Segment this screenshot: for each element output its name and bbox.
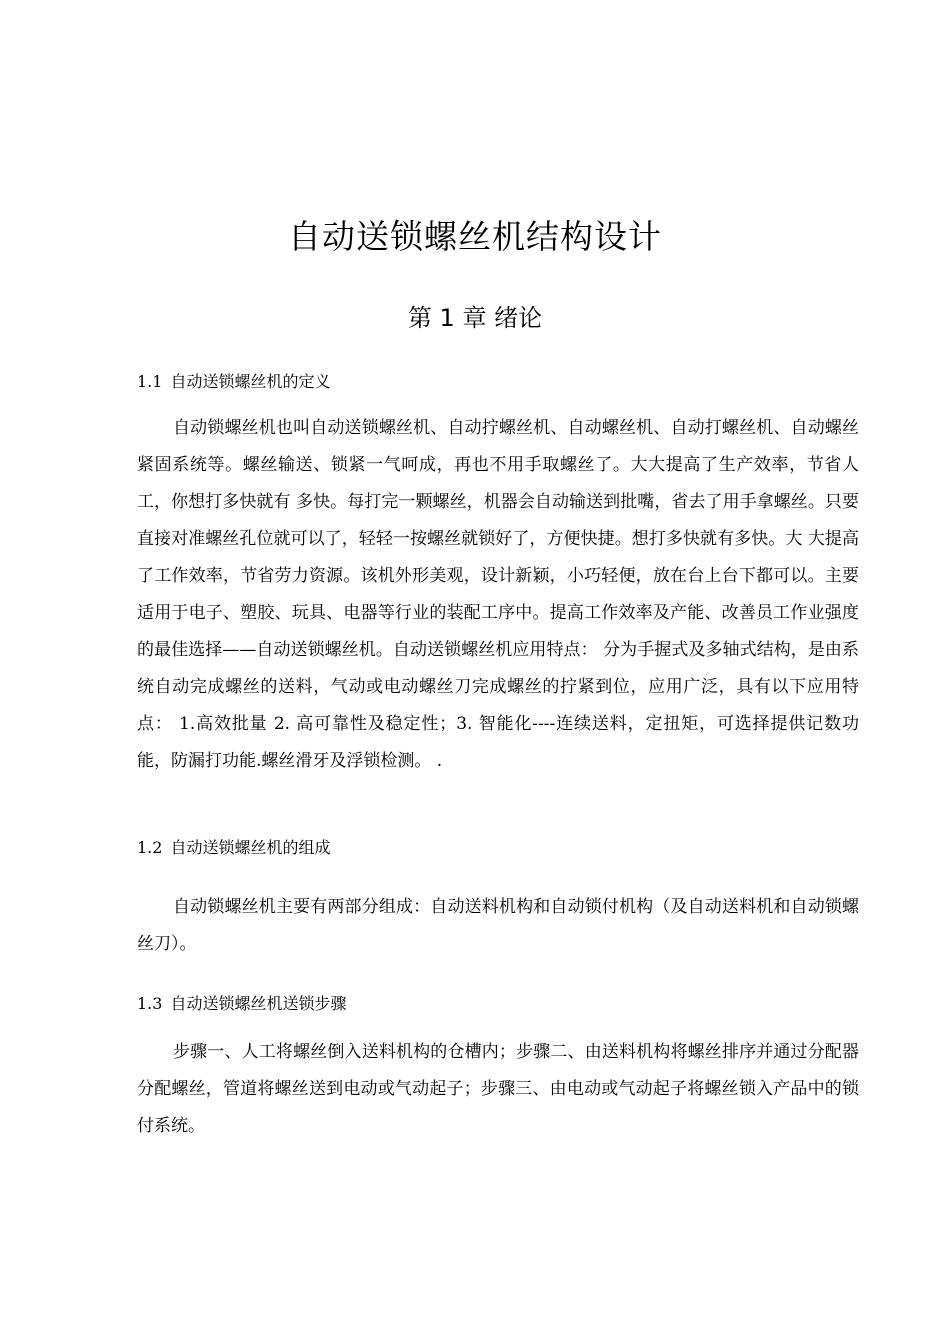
section-heading-text: 自动送锁螺丝机的定义 [170, 372, 331, 391]
section-heading-1-1 [137, 370, 857, 394]
chapter-title: 第 1 章 绪论 [407, 304, 543, 332]
section-heading-1-2 [137, 836, 857, 860]
section-paragraph-1-1: 自动锁螺丝机也叫自动送锁螺丝机、自动拧螺丝机、自动螺丝机、自动打螺丝机、自动螺丝紧固系统等。螺丝输送、锁紧一气呵成，再也不用手取螺丝了。大大提高了生产效率，节省人工，你想打多快就有 多快。每打完一颗螺丝，机器会自动输送到批嘴，省去了用手拿螺丝。只要直接对准螺丝孔位就可以了，轻轻一按螺丝就锁好了，方便快捷。想打多快就有多快。大 大提高了工作效率，节省劳力资源。该机外形美观，设计新颖，小巧轻便，放在台上台下都可以。主要适用于电子、塑胶、玩具、电器等行业的装配工序中。提高工作效率及产能、改善员工作业强度的最佳选择——自动送锁螺丝机。自动送锁螺丝机应用特点： 分为手握式及多轴式结构，是由系统自动完成螺丝的送料，气动或电动螺丝刀完成螺丝的拧紧到位，应用广泛，具有以下应用特点： 1.高效批量 2. 高可靠性及稳定性；3. 智能化----连续送料，定扭矩，可选择提供记数功能，防漏打功能.螺丝滑牙及浮锁检测。 . [137, 418, 859, 771]
section-paragraph-1-3: 步骤一、人工将螺丝倒入送料机构的仓槽内；步骤二、由送料机构将螺丝排序并通过分配器分配螺丝，管道将螺丝送到电动或气动起子；步骤三、由电动或气动起子将螺丝锁入产品中的锁付系统。 [137, 1042, 859, 1136]
document-title: 自动送锁螺丝机结构设计 [288, 217, 662, 256]
section-number: 1.1 [137, 372, 163, 391]
section-number: 1.2 [137, 838, 163, 857]
section-paragraph-1-2: 自动锁螺丝机主要有两部分组成：自动送料机构和自动锁付机构（及自动送料机和自动锁螺丝刀）。 [137, 897, 859, 954]
section-heading-text: 自动送锁螺丝机的组成 [170, 838, 331, 857]
section-heading-text: 自动送锁螺丝机送锁步骤 [170, 994, 347, 1013]
section-heading-1-3 [137, 992, 857, 1016]
section-number: 1.3 [137, 994, 163, 1013]
